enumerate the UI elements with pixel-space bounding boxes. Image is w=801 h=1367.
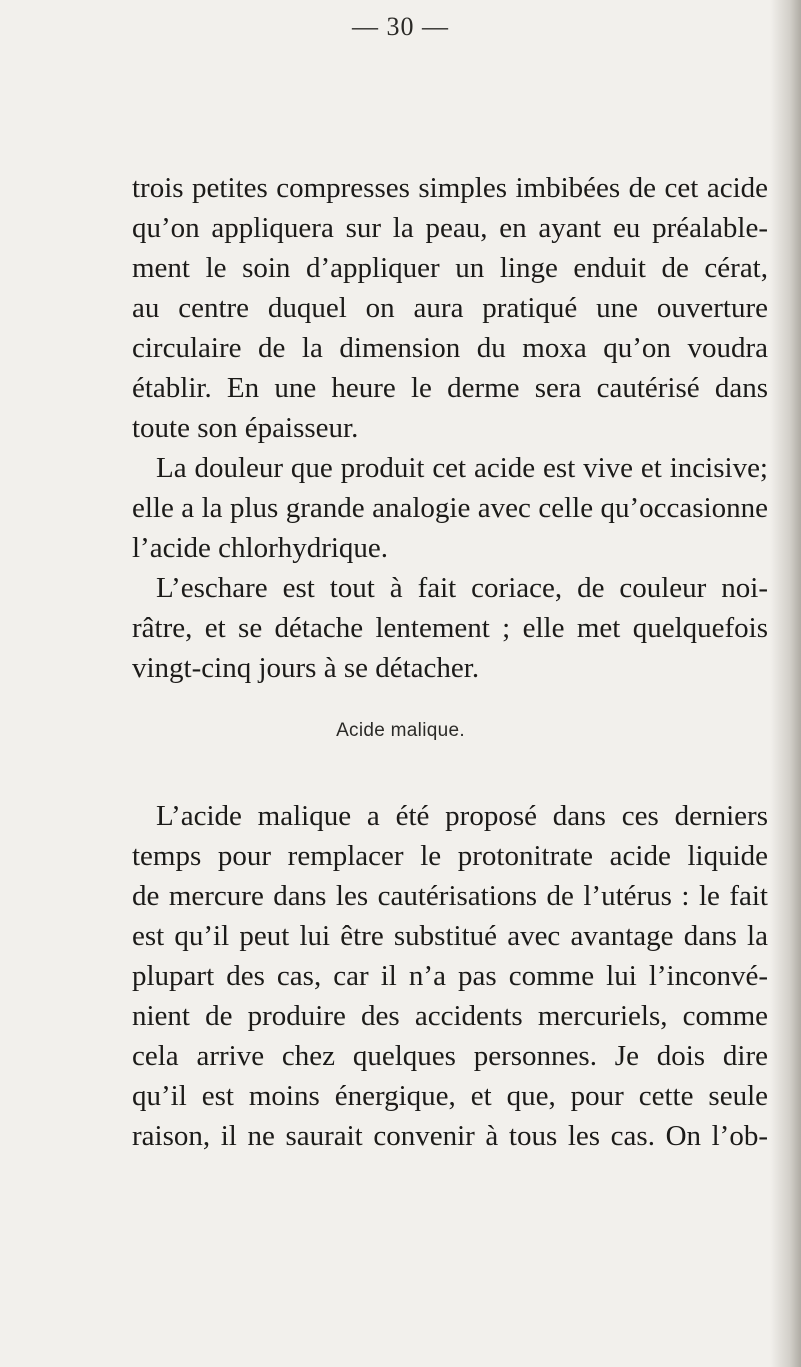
text-line: toute son épaisseur. [132, 412, 359, 444]
text-line: vingt-cinq jours à se détacher. [132, 652, 480, 684]
text-line: est qu’il peut lui être substitué avec avantage dans la [132, 920, 768, 952]
text-line: au centre duquel on aura pratiqué une ouverture [132, 292, 768, 324]
text-line: L’eschare est tout à fait coriace, de couleur noi- [156, 572, 768, 604]
section-heading: Acide malique. [336, 720, 465, 741]
text-line: l’acide chlorhydrique. [132, 532, 389, 564]
text-line: cela arrive chez quelques personnes. Je dois dire [132, 1040, 768, 1072]
text-line: râtre, et se détache lentement ; elle met quelquefois [132, 612, 768, 644]
page-number: — 30 — [352, 12, 449, 41]
text-line: trois petites compresses simples imbibées de cet acide [132, 172, 768, 204]
text-line: ment le soin d’appliquer un linge enduit de cérat, [132, 252, 768, 284]
text-line: La douleur que produit cet acide est vive et incisive; [156, 452, 768, 484]
text-line: qu’il est moins énergique, et que, pour cette seule [132, 1080, 768, 1112]
text-line: plupart des cas, car il n’a pas comme lui l’inconvé- [132, 960, 768, 992]
text-line: circulaire de la dimension du moxa qu’on voudra [132, 332, 768, 364]
text-line: de mercure dans les cautérisations de l’utérus : le fait [132, 880, 768, 912]
text-line: raison, il ne saurait convenir à tous les cas. On l’ob- [132, 1120, 768, 1152]
text-line: L’acide malique a été proposé dans ces derniers [156, 800, 768, 832]
text-line: temps pour remplacer le protonitrate acide liquide [132, 840, 768, 872]
text-line: elle a la plus grande analogie avec celle qu’occasionne [132, 492, 768, 524]
text-line: nient de produire des accidents mercuriels, comme [132, 1000, 768, 1032]
text-line: qu’on appliquera sur la peau, en ayant eu préalable- [132, 212, 768, 244]
text-line: établir. En une heure le derme sera cautérisé dans [132, 372, 768, 404]
